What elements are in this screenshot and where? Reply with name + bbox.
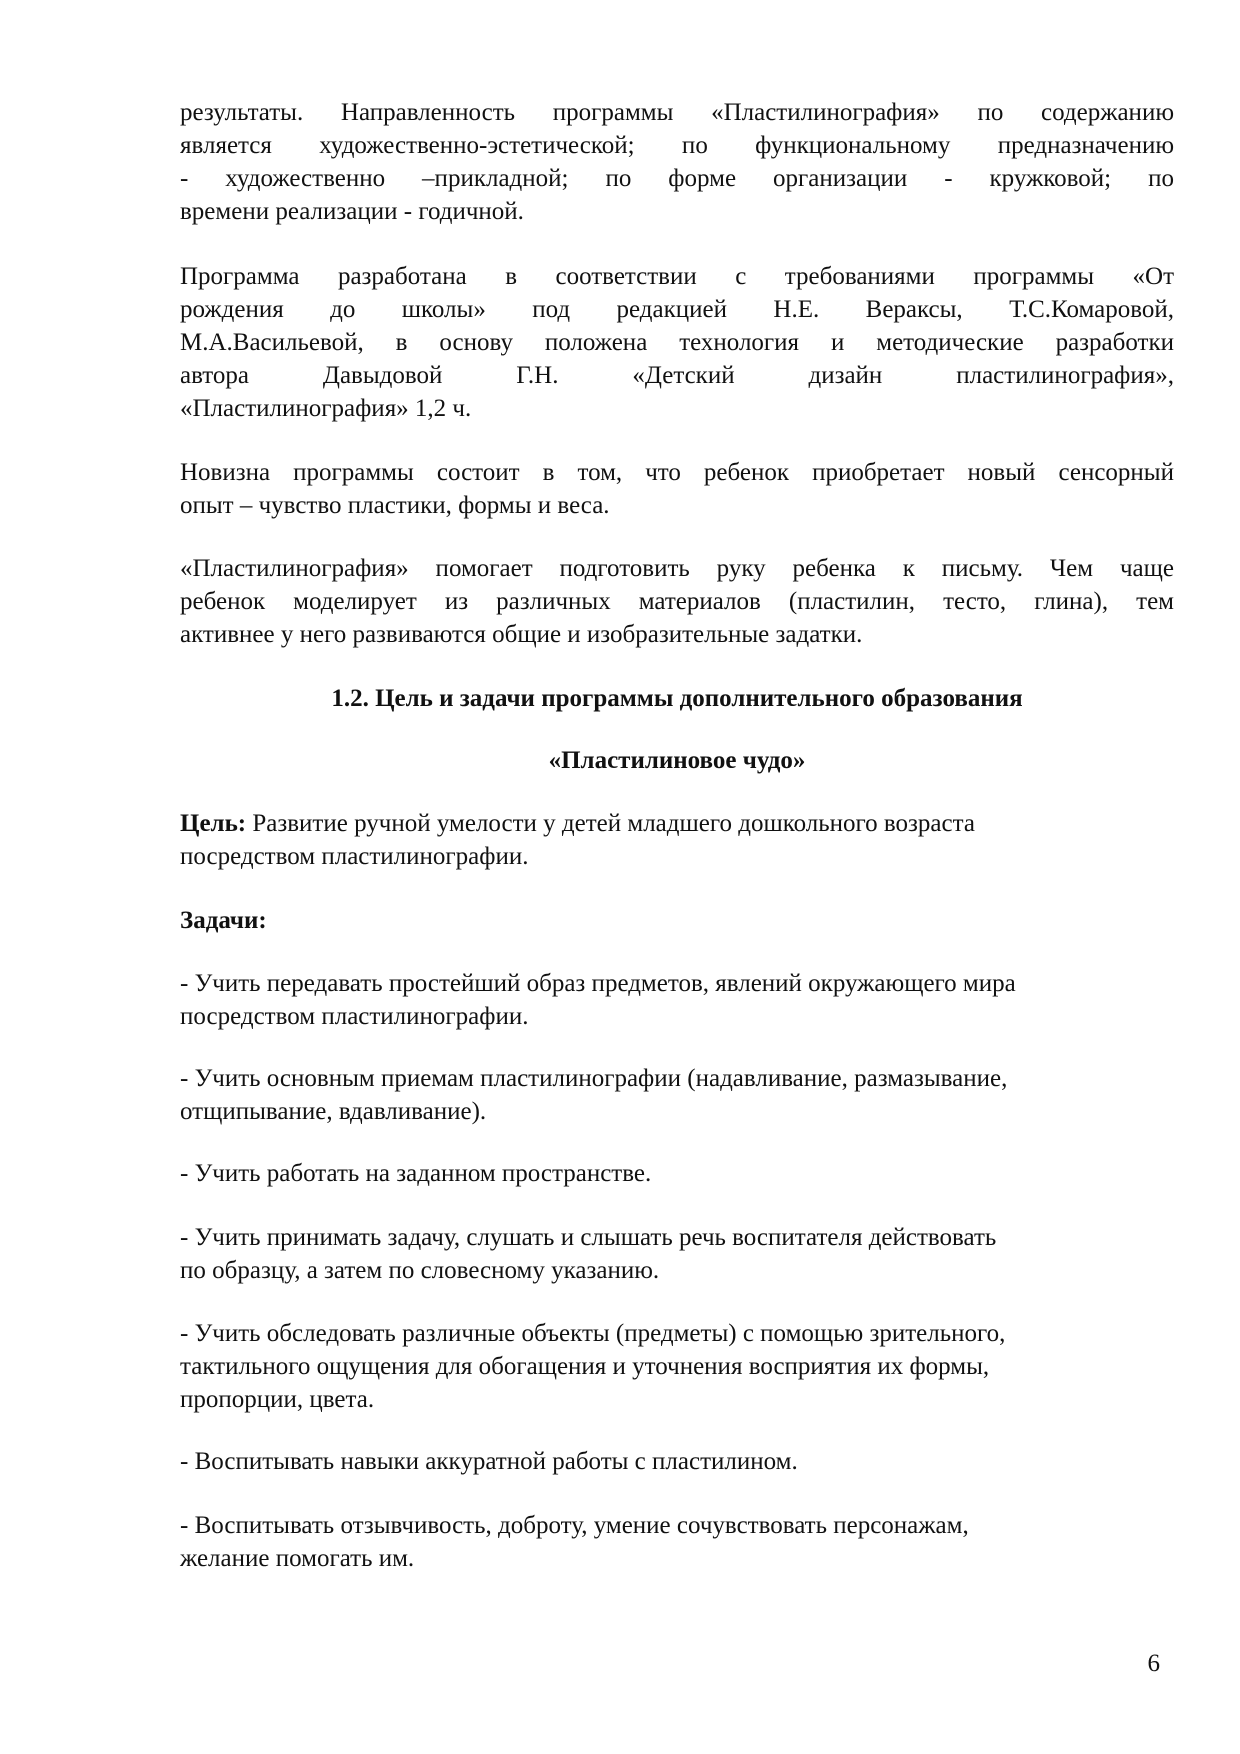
text-line: - Учить обследовать различные объекты (предметы) с помощью зрительного,: [180, 1320, 1006, 1347]
text-line: результаты. Направленность программы «Пластилинография» по содержанию: [180, 99, 1174, 126]
paragraph-benefit: [180, 552, 1174, 651]
text-line: отщипывание, вдавливание).: [180, 1098, 487, 1125]
text-line: ребенок моделирует из различных материалов (пластилин, тесто, глина), тем: [180, 588, 1174, 615]
text-line: - Учить основным приемам пластилинографии (надавливание, размазывание,: [180, 1065, 1008, 1092]
task-item: [180, 967, 1174, 1033]
text-line: - Воспитывать отзывчивость, доброту, умение сочувствовать персонажам,: [180, 1512, 969, 1539]
text-line: активнее у него развиваются общие и изобразительные задатки.: [180, 621, 863, 648]
text-line: автора Давыдовой Г.Н. «Детский дизайн пластилинография»,: [180, 362, 1174, 389]
text-line: - Учить принимать задачу, слушать и слышать речь воспитателя действовать: [180, 1224, 997, 1251]
paragraph-basis: [180, 260, 1174, 425]
paragraph-novelty: [180, 456, 1174, 522]
text-line: - Воспитывать навыки аккуратной работы с пластилином.: [180, 1448, 798, 1475]
text-line: - художественно –прикладной; по форме организации - кружковой; по: [180, 165, 1174, 192]
task-item: [180, 1445, 1174, 1478]
task-item: [180, 1317, 1174, 1416]
text-line: опыт – чувство пластики, формы и веса.: [180, 492, 610, 519]
goal-paragraph: [180, 807, 1174, 873]
text-line: «Пластилинография» 1,2 ч.: [180, 395, 472, 422]
task-item: [180, 1157, 1174, 1190]
text-line: времени реализации - годичной.: [180, 198, 524, 225]
text-line: тактильного ощущения для обогащения и уточнения восприятия их формы,: [180, 1353, 990, 1380]
text-line: - Учить передавать простейший образ предметов, явлений окружающего мира: [180, 970, 1016, 997]
text-line: желание помогать им.: [180, 1545, 415, 1572]
task-item: [180, 1221, 1174, 1287]
goal-label: Цель:: [180, 810, 247, 837]
text-line: рождения до школы» под редакцией Н.Е. Вераксы, Т.С.Комаровой,: [180, 296, 1174, 323]
goal-text: Развитие ручной умелости у детей младшего дошкольного возраста: [246, 810, 975, 837]
section-heading: 1.2. Цель и задачи программы дополнительного образования: [331, 685, 1023, 712]
text-line: пропорции, цвета.: [180, 1386, 375, 1413]
section-subheading: «Пластилиновое чудо»: [548, 747, 806, 774]
text-line: Программа разработана в соответствии с требованиями программы «От: [180, 263, 1174, 290]
text-line: - Учить работать на заданном пространстве.: [180, 1160, 652, 1187]
task-item: [180, 1509, 1174, 1575]
text-line: посредством пластилинографии.: [180, 1003, 529, 1030]
text-line: М.А.Васильевой, в основу положена технология и методические разработки: [180, 329, 1174, 356]
paragraph-orientation: [180, 96, 1174, 228]
text-line: по образцу, а затем по словесному указанию.: [180, 1257, 660, 1284]
text-line: Новизна программы состоит в том, что ребенок приобретает новый сенсорный: [180, 459, 1174, 486]
goal-text: посредством пластилинографии.: [180, 843, 529, 870]
page-number: 6: [1147, 1650, 1160, 1677]
tasks-label: Задачи:: [180, 907, 267, 934]
text-line: является художественно-эстетической; по функциональному предназначению: [180, 132, 1174, 159]
text-line: «Пластилинография» помогает подготовить руку ребенка к письму. Чем чаще: [180, 555, 1174, 582]
task-item: [180, 1062, 1174, 1128]
